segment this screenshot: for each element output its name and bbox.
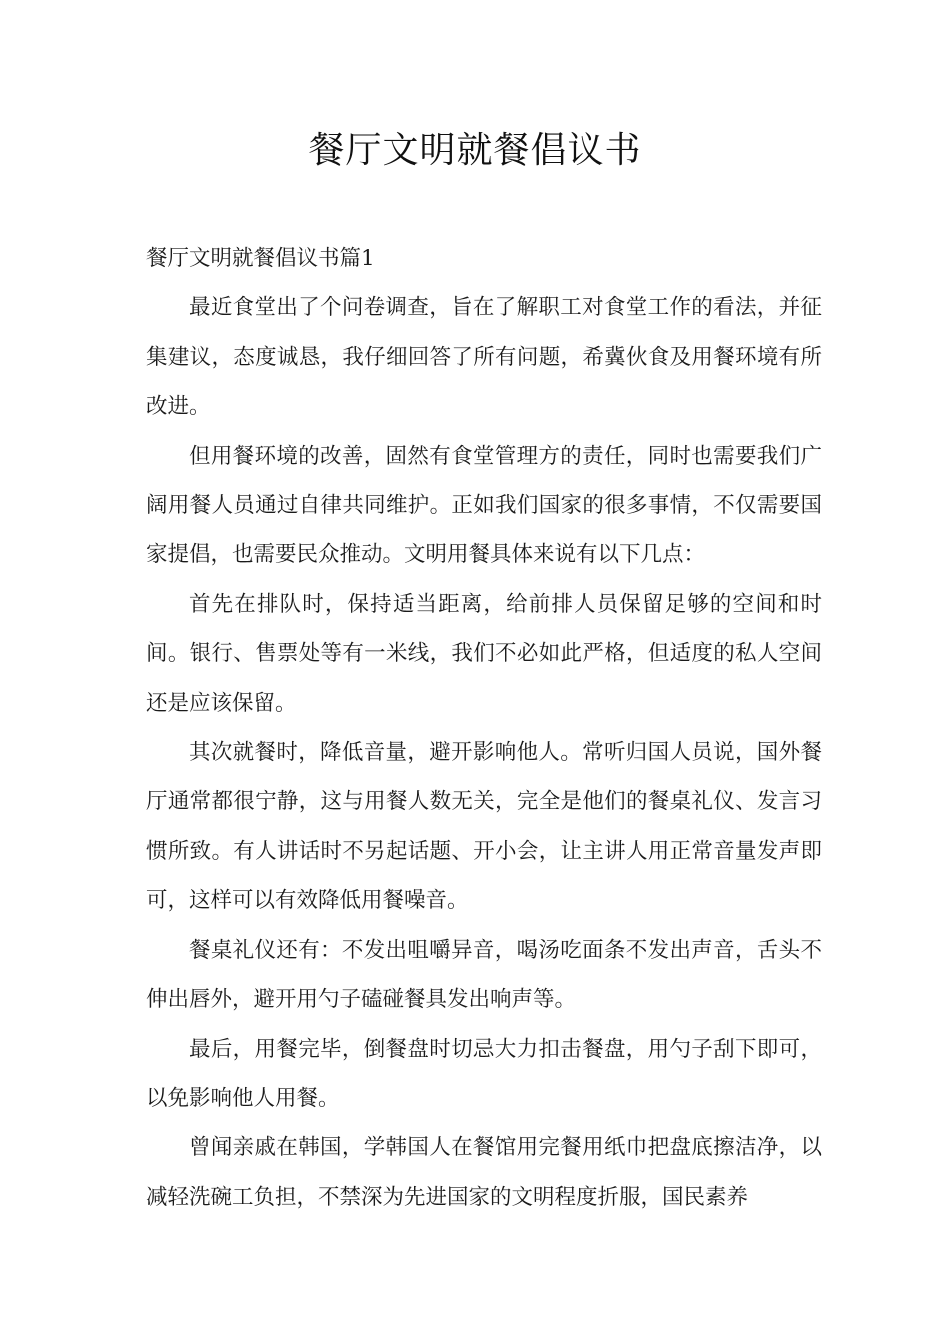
document-body bbox=[146, 234, 822, 1222]
section-heading: 餐厅文明就餐倡议书篇1 bbox=[146, 246, 375, 271]
document-title: 餐厅文明就餐倡议书 bbox=[308, 130, 642, 171]
paragraph: 餐桌礼仪还有：不发出咀嚼异音，喝汤吃面条不发出声音，舌头不伸出唇外，避开用勺子磕碰餐具发出响声等。 bbox=[146, 937, 822, 1013]
paragraph: 其次就餐时，降低音量，避开影响他人。常听归国人员说，国外餐厅通常都很宁静，这与用餐人数无关，完全是他们的餐桌礼仪、发言习惯所致。有人讲话时不另起话题、开小会，让主讲人用正常音量发声即可，这样可以有效降低用餐噪音。 bbox=[146, 740, 822, 914]
paragraph: 但用餐环境的改善，固然有食堂管理方的责任，同时也需要我们广阔用餐人员通过自律共同维护。正如我们国家的很多事情，不仅需要国家提倡，也需要民众推动。文明用餐具体来说有以下几点： bbox=[146, 443, 822, 568]
paragraph: 最近食堂出了个问卷调查，旨在了解职工对食堂工作的看法，并征集建议，态度诚恳，我仔细回答了所有问题，希冀伙食及用餐环境有所改进。 bbox=[146, 295, 822, 420]
paragraph: 曾闻亲戚在韩国，学韩国人在餐馆用完餐用纸巾把盘底擦洁净，以减轻洗碗工负担，不禁深为先进国家的文明程度折服，国民素养 bbox=[146, 1135, 822, 1210]
paragraph: 首先在排队时，保持适当距离，给前排人员保留足够的空间和时间。银行、售票处等有一米线，我们不必如此严格，但适度的私人空间还是应该保留。 bbox=[146, 591, 822, 716]
paragraph: 最后，用餐完毕，倒餐盘时切忌大力扣击餐盘，用勺子刮下即可，以免影响他人用餐。 bbox=[146, 1036, 822, 1111]
